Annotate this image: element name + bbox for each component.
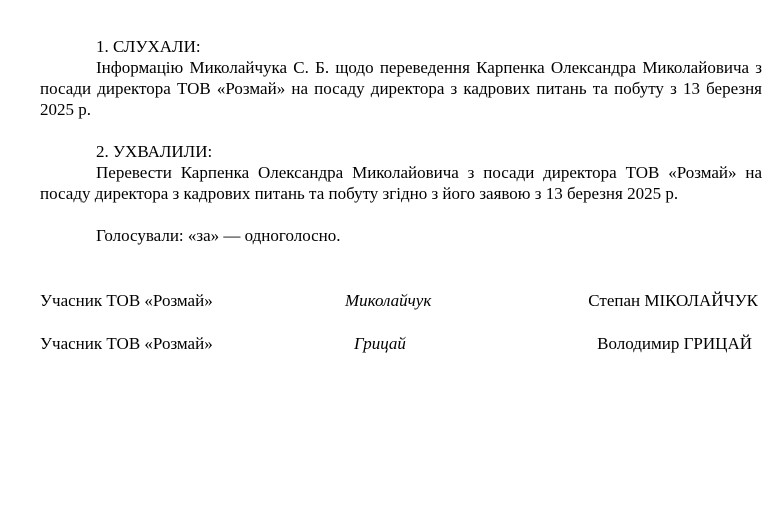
spacer <box>40 120 762 141</box>
signatory-name: Степан МІКОЛАЙЧУК <box>588 291 758 310</box>
signatory-role: Учасник ТОВ «Розмай» <box>40 334 213 353</box>
section-2-heading: 2. УХВАЛИЛИ: <box>96 142 213 161</box>
handwritten-signature: Миколайчук <box>345 291 432 310</box>
signature-row-2 <box>40 333 762 354</box>
signatory-role: Учасник ТОВ «Розмай» <box>40 291 213 310</box>
section-1-heading: 1. СЛУХАЛИ: <box>96 37 201 56</box>
signatory-name: Володимир ГРИЦАЙ <box>597 334 752 353</box>
section-1-text: Інформацію Миколайчука С. Б. щодо переведення Карпенка Олександра Миколайовича з посади директора ТОВ «Розмай» на посаду директора з кадрових питань та побуту з 13 березня 2025 р. <box>40 58 762 119</box>
document-body <box>40 36 762 246</box>
handwritten-signature: Грицай <box>354 334 406 353</box>
section-2-text: Перевести Карпенка Олександра Миколайовича з посади директора ТОВ «Розмай» на посаду директора з кадрових питань та побуту згідно з його заявою з 13 березня 2025 р. <box>40 163 762 203</box>
spacer <box>40 204 762 225</box>
voting-result: Голосували: «за» — одноголосно. <box>96 226 341 245</box>
signature-row-1 <box>40 290 762 311</box>
